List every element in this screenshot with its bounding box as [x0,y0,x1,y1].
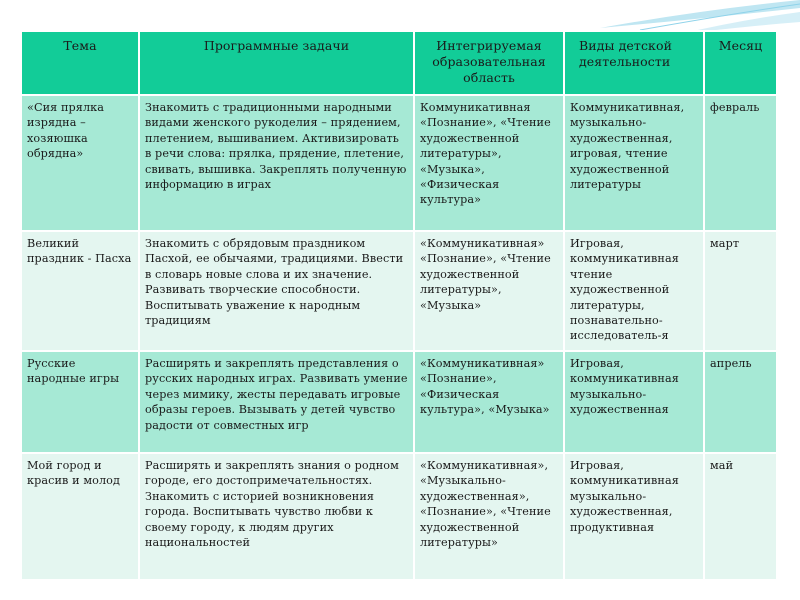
cell-month: апрель [704,351,777,453]
cell-area: «Коммуникативная», «Музыкально-художественная», «Познание», «Чтение художественной литературы» [414,453,564,580]
header-tasks: Программные задачи [139,31,414,95]
plan-table [20,30,778,581]
cell-month: май [704,453,777,580]
table-header [21,31,777,95]
cell-month: февраль [704,95,777,231]
table-row [21,453,777,580]
table-row [21,351,777,453]
cell-tasks: Знакомить с традиционными народными видами женского рукоделия – прядением, плетением, вышиванием. Активизировать в речи слова: прялка, прядение, плетение, свивать, вышивка. Закреплять полученную информацию в играх [139,95,414,231]
cell-area: Коммуникативная «Познание», «Чтение художественной литературы», «Музыка», «Физическая культура» [414,95,564,231]
header-activities: Виды детской деятельности [564,31,704,95]
header-theme: Тема [21,31,139,95]
cell-activities: Игровая, коммуникативная музыкально-художественная, продуктивная [564,453,704,580]
cell-tasks: Расширять и закреплять представления о русских народных играх. Развивать умение через мимику, жесты передавать игровые образы героев. Вызывать у детей чувство радости от совместных игр [139,351,414,453]
cell-activities: Игровая, коммуникативная музыкально-художественная [564,351,704,453]
cell-area: «Коммуникативная» «Познание», «Чтение художественной литературы», «Музыка» [414,231,564,351]
table-row [21,231,777,351]
cell-activities: Коммуникативная, музыкально-художественная, игровая, чтение художественной литературы [564,95,704,231]
header-area: Интегрируемая образовательная область [414,31,564,95]
cell-theme: Великий праздник - Пасха [21,231,139,351]
cell-theme: Русские народные игры [21,351,139,453]
cell-month: март [704,231,777,351]
table-row [21,95,777,231]
cell-tasks: Знакомить с обрядовым праздником Пасхой, ее обычаями, традициями. Ввести в словарь новые слова и их значение. Развивать творческие способности. Воспитывать уважение к народным традициям [139,231,414,351]
cell-theme: «Сия прялка изрядна – хозяюшка обрядна» [21,95,139,231]
header-month: Месяц [704,31,777,95]
cell-area: «Коммуникативная» «Познание», «Физическая культура», «Музыка» [414,351,564,453]
cell-theme: Мой город и красив и молод [21,453,139,580]
cell-tasks: Расширять и закреплять знания о родном городе, его достопримечательностях. Знакомить с историей возникновения города. Воспитывать чувство любви к своему городу, к людям других национальностей [139,453,414,580]
cell-activities: Игровая, коммуникативная чтение художественной литературы, познавательно-исследователь-я [564,231,704,351]
